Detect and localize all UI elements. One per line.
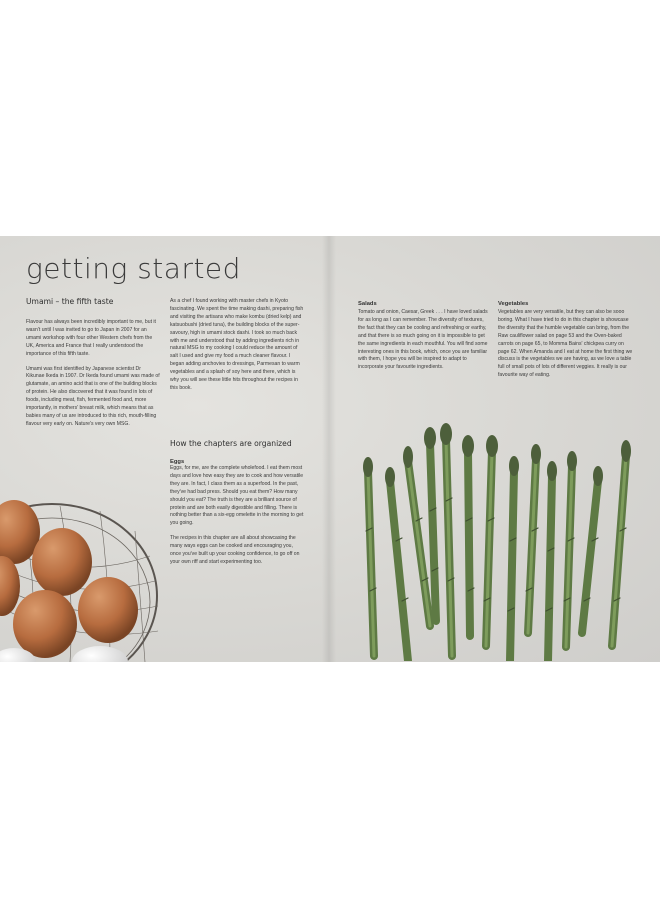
page-gutter (322, 236, 336, 662)
paragraph: Vegetables are very versatile, but they can also be sooo boring. What I have tried to do in this chapter is showcase the diversity that the humble vegetable can bring, from the Raw cauliflower salad on page 53 and the Oven-baked carrots on page 65, to Momma Bains' chickpea curry on page 62. When Amanda and I eat at home the first thing we discuss is the vegetables we are having, as we love a table full of small pots of lots of different veggies. It really is our favourite way of eating. (498, 309, 633, 379)
paragraph: The recipes in this chapter are all about showcasing the many ways eggs can be cooked and encouraging you, once you've built up your cooking confidence, to go off on your own riff and start experimenting too. (170, 535, 300, 565)
right-col2-text (498, 309, 636, 387)
chapters-heading: How the chapters are organized (170, 439, 292, 448)
paragraph: Flavour has always been incredibly important to me, but it wasn't until I was invited to go to Japan in 2007 for an umami workshop with four other Western chefs from the UK, America and France that I really understood the importance of this fifth taste. (26, 319, 156, 357)
right-col1-text (358, 309, 488, 379)
umami-heading: Umami – the fifth taste (26, 297, 114, 306)
paragraph: Eggs, for me, are the complete wholefood. I eat them most days and love how easy they are to cook and how versatile they are. In fact, I class them as a superfood. In the past, they've had bad press. Should you eat them? How many should you eat? The truth is they are a brilliant source of protein and are both easily digestible and filling. There is nothing better than a six-egg omelette in the morning to get you going. (170, 465, 304, 527)
left-col2-text (170, 298, 304, 400)
page-title: getting started (26, 252, 241, 285)
eggs-subheading: Eggs (170, 459, 185, 465)
eggs-basket-image (0, 476, 160, 662)
asparagus-image (350, 421, 650, 661)
paragraph: As a chef I found working with master chefs in Kyoto fascinating. We spent the time making dashi, preparing fish and visiting the artisans who make kombu (dried kelp) and katsuobushi (dried tuna), the building blocks of the super-savoury, high in umami stock dashi. I took so much back with me and understood that by adding ingredients rich in natural MSG to my cooking I could reduce the amount of salt I used and give my food a much cleaner flavour. I began adding anchovies to dressings, Parmesan to warm vegetables and a splash of soy here and there, which is why you will see these little hits throughout the recipes in this book. (170, 298, 304, 391)
vegetables-subheading: Vegetables (498, 301, 529, 307)
left-col1-text (26, 319, 160, 436)
salads-subheading: Salads (358, 301, 377, 307)
book-spread (0, 236, 660, 662)
paragraph: Tomato and onion, Caesar, Greek . . . I have loved salads for as long as I can remember. The diversity of textures, the fact that they can be cooling and refreshing or earthy, and that there is so much going on it is impossible to get the same ingredients in each mouthful. You will find some interesting ones in this book, which, once you are familiar with them, I hope you will be inspired to adapt to incorporate your favourite ingredients. (358, 309, 488, 371)
paragraph: Umami was first identified by Japanese scientist Dr Kikunae Ikeda in 1907. Dr Ikeda found umami was made of glutamate, an amino acid that is one of the building blocks of protein. He also discovered that it was found in lots of foods, including meat, fish, fermented food and, more importantly, in mothers' breast milk, which means that as babies many of us are introduced to this rich, mouth-filling flavour very early on. Nature's very own MSG. (26, 365, 160, 427)
left-col2-eggs-text (170, 465, 304, 574)
